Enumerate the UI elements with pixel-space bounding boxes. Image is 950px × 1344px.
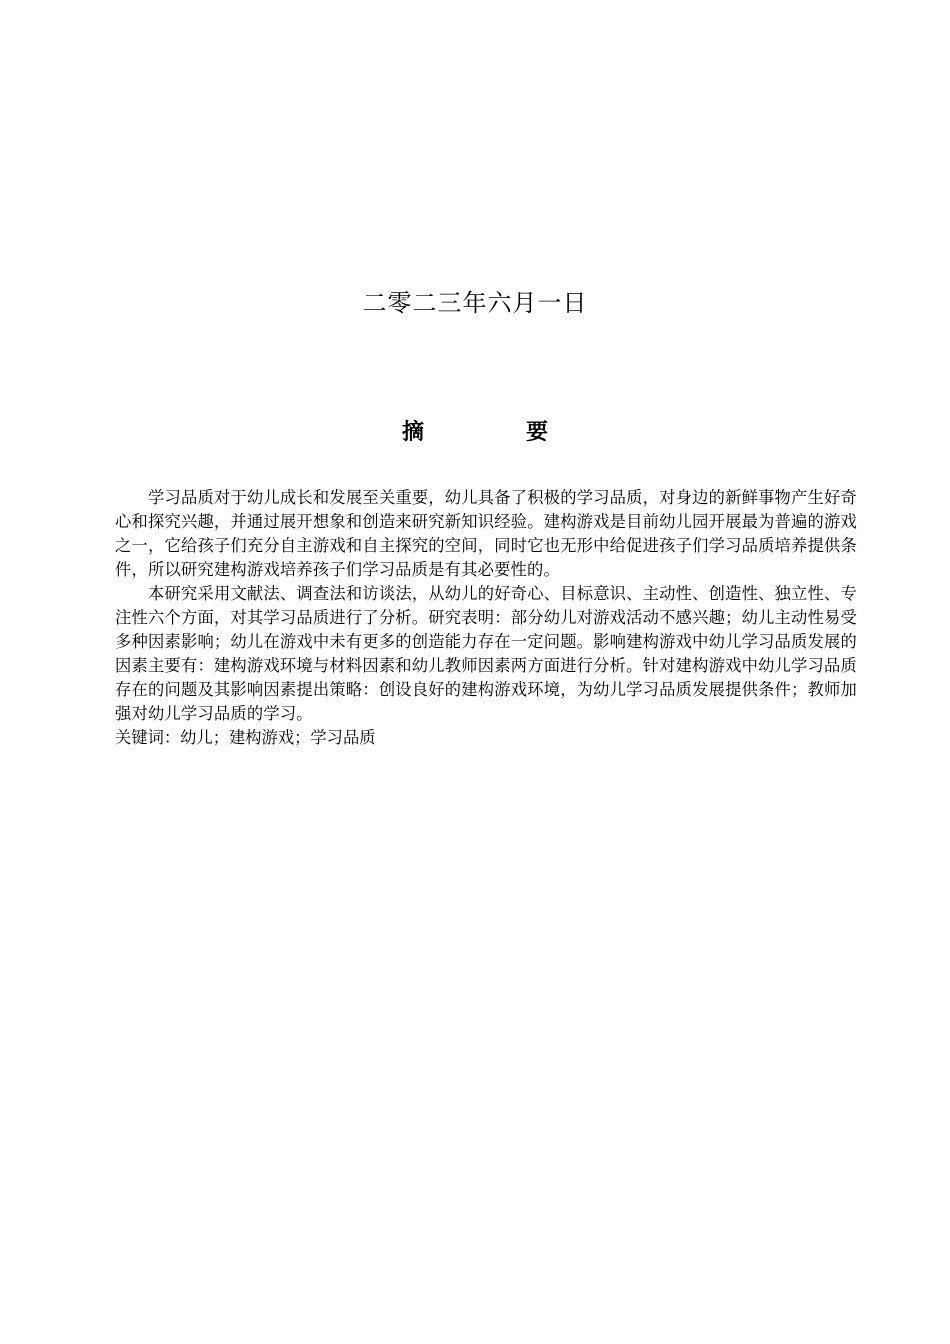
keywords-line [115,726,857,750]
abstract-heading: 摘 要 [401,420,588,445]
document-date: 二零二三年六月一日 [362,289,588,317]
abstract-paragraph-2: 本研究采用文献法、调查法和访谈法，从幼儿的好奇心、目标意识、主动性、创造性、独立性、专注性六个方面，对其学习品质进行了分析。研究表明：部分幼儿对游戏活动不感兴趣；幼儿主动性易受多种因素影响；幼儿在游戏中未有更多的创造能力存在一定问题。影响建构游戏中幼儿学习品质发展的因素主要有：建构游戏环境与材料因素和幼儿教师因素两方面进行分析。针对建构游戏中幼儿学习品质存在的问题及其影响因素提出策略：创设良好的建构游戏环境，为幼儿学习品质发展提供条件；教师加强对幼儿学习品质的学习。 [115,584,857,723]
abstract-body [115,486,857,750]
keywords-value: 幼儿；建构游戏；学习品质 [180,728,376,747]
keywords-label: 关键词： [115,728,181,747]
abstract-paragraph-1: 学习品质对于幼儿成长和发展至关重要，幼儿具备了积极的学习品质，对身边的新鲜事物产生好奇心和探究兴趣，并通过展开想象和创造来研究新知识经验。建构游戏是目前幼儿园开展最为普遍的游戏之一，它给孩子们充分自主游戏和自主探究的空间，同时它也无形中给促进孩子们学习品质培养提供条件，所以研究建构游戏培养孩子们学习品质是有其必要性的。 [115,488,857,579]
